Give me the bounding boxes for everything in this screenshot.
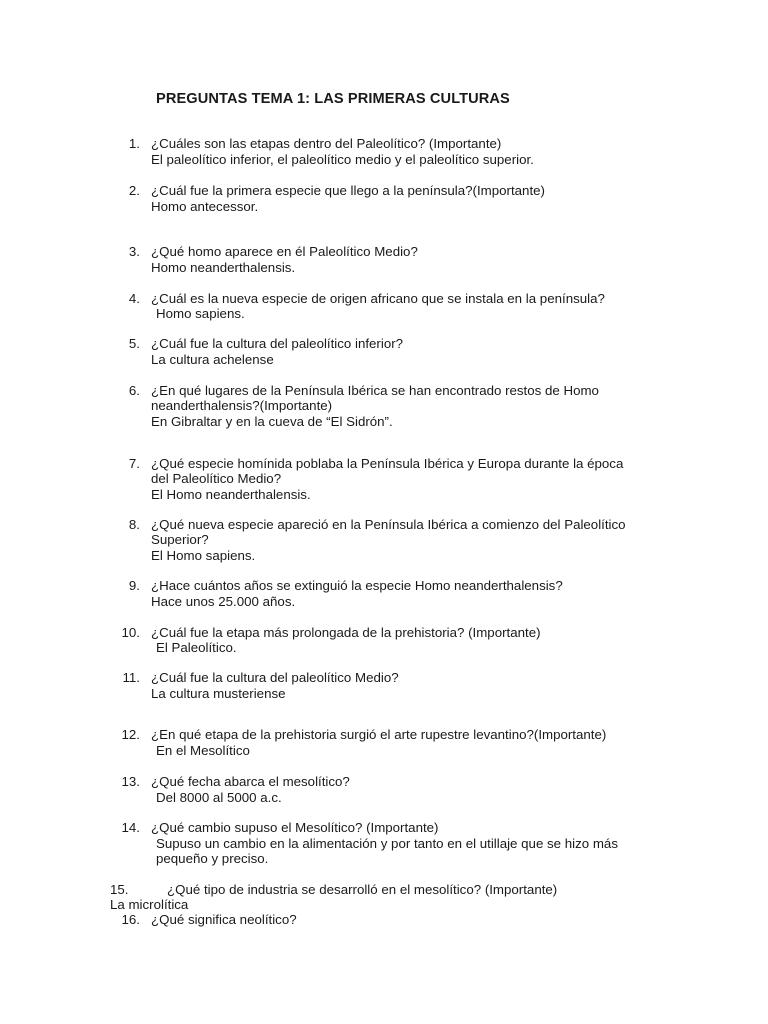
question-number: 6. bbox=[128, 383, 140, 398]
question-text: ¿Qué fecha abarca el mesolítico? bbox=[151, 774, 350, 789]
question-number: 5. bbox=[128, 336, 140, 351]
answer-text-continued: pequeño y preciso. bbox=[156, 851, 269, 866]
question-text: ¿Qué nueva especie apareció en la Península Ibérica a comienzo del Paleolítico bbox=[151, 517, 626, 532]
question-text: ¿Cuáles son las etapas dentro del Paleolítico? (Importante) bbox=[151, 136, 502, 151]
answer-text: Del 8000 al 5000 a.c. bbox=[156, 790, 282, 805]
question-text-continued: del Paleolítico Medio? bbox=[151, 471, 282, 486]
answer-text: El Paleolítico. bbox=[156, 640, 237, 655]
question-text: ¿Cuál fue la cultura del paleolítico Medio? bbox=[151, 670, 399, 685]
question-text-continued: neanderthalensis?(Importante) bbox=[151, 398, 333, 413]
question-text: ¿Qué cambio supuso el Mesolítico? (Importante) bbox=[151, 820, 439, 835]
answer-text: El Homo sapiens. bbox=[151, 548, 256, 563]
question-text: ¿Qué tipo de industria se desarrolló en el mesolítico? (Importante) bbox=[167, 882, 558, 897]
answer-text: El paleolítico inferior, el paleolítico medio y el paleolítico superior. bbox=[151, 152, 534, 167]
question-number: 13. bbox=[121, 774, 140, 789]
question-number: 11. bbox=[122, 670, 140, 685]
question-number: 7. bbox=[128, 456, 140, 471]
question-number: 2. bbox=[128, 183, 140, 198]
answer-text: Homo sapiens. bbox=[156, 306, 245, 321]
question-text: ¿Cuál fue la primera especie que llego a la península?(Importante) bbox=[151, 183, 545, 198]
answer-text: En Gibraltar y en la cueva de “El Sidrón”. bbox=[151, 414, 393, 429]
question-text: ¿Cuál fue la cultura del paleolítico inferior? bbox=[151, 336, 404, 351]
answer-text: Hace unos 25.000 años. bbox=[151, 594, 296, 609]
question-text-continued: Superior? bbox=[151, 532, 209, 547]
answer-text: Homo antecessor. bbox=[151, 199, 259, 214]
question-number: 3. bbox=[128, 244, 140, 259]
question-number: 9. bbox=[128, 578, 140, 593]
answer-text: La cultura musteriense bbox=[151, 686, 286, 701]
question-number: 16. bbox=[121, 912, 140, 927]
question-text: ¿Qué especie homínida poblaba la Península Ibérica y Europa durante la época bbox=[151, 456, 624, 471]
document-title: PREGUNTAS TEMA 1: LAS PRIMERAS CULTURAS bbox=[156, 91, 510, 107]
question-text: ¿Qué homo aparece en él Paleolítico Medio? bbox=[151, 244, 418, 259]
question-number: 8. bbox=[128, 517, 140, 532]
question-number: 4. bbox=[128, 291, 140, 306]
answer-text: En el Mesolítico bbox=[156, 743, 250, 758]
answer-text: La cultura achelense bbox=[151, 352, 274, 367]
question-number: 1. bbox=[128, 136, 140, 151]
question-number: 10. bbox=[121, 625, 140, 640]
question-number: 14. bbox=[121, 820, 140, 835]
answer-text: La microlítica bbox=[110, 897, 189, 912]
question-text: ¿En qué etapa de la prehistoria surgió el arte rupestre levantino?(Importante) bbox=[151, 727, 607, 742]
answer-text: El Homo neanderthalensis. bbox=[151, 487, 311, 502]
question-number: 15. bbox=[110, 882, 129, 897]
question-text: ¿En qué lugares de la Península Ibérica se han encontrado restos de Homo bbox=[151, 383, 599, 398]
answer-text: Supuso un cambio en la alimentación y por tanto en el utillaje que se hizo más bbox=[156, 836, 618, 851]
question-text: ¿Qué significa neolítico? bbox=[151, 912, 297, 927]
question-text: ¿Cuál es la nueva especie de origen africano que se instala en la península? bbox=[151, 291, 605, 306]
answer-text: Homo neanderthalensis. bbox=[151, 260, 296, 275]
question-number: 12. bbox=[121, 727, 140, 742]
question-text: ¿Hace cuántos años se extinguió la especie Homo neanderthalensis? bbox=[151, 578, 563, 593]
question-text: ¿Cuál fue la etapa más prolongada de la prehistoria? (Importante) bbox=[151, 625, 541, 640]
